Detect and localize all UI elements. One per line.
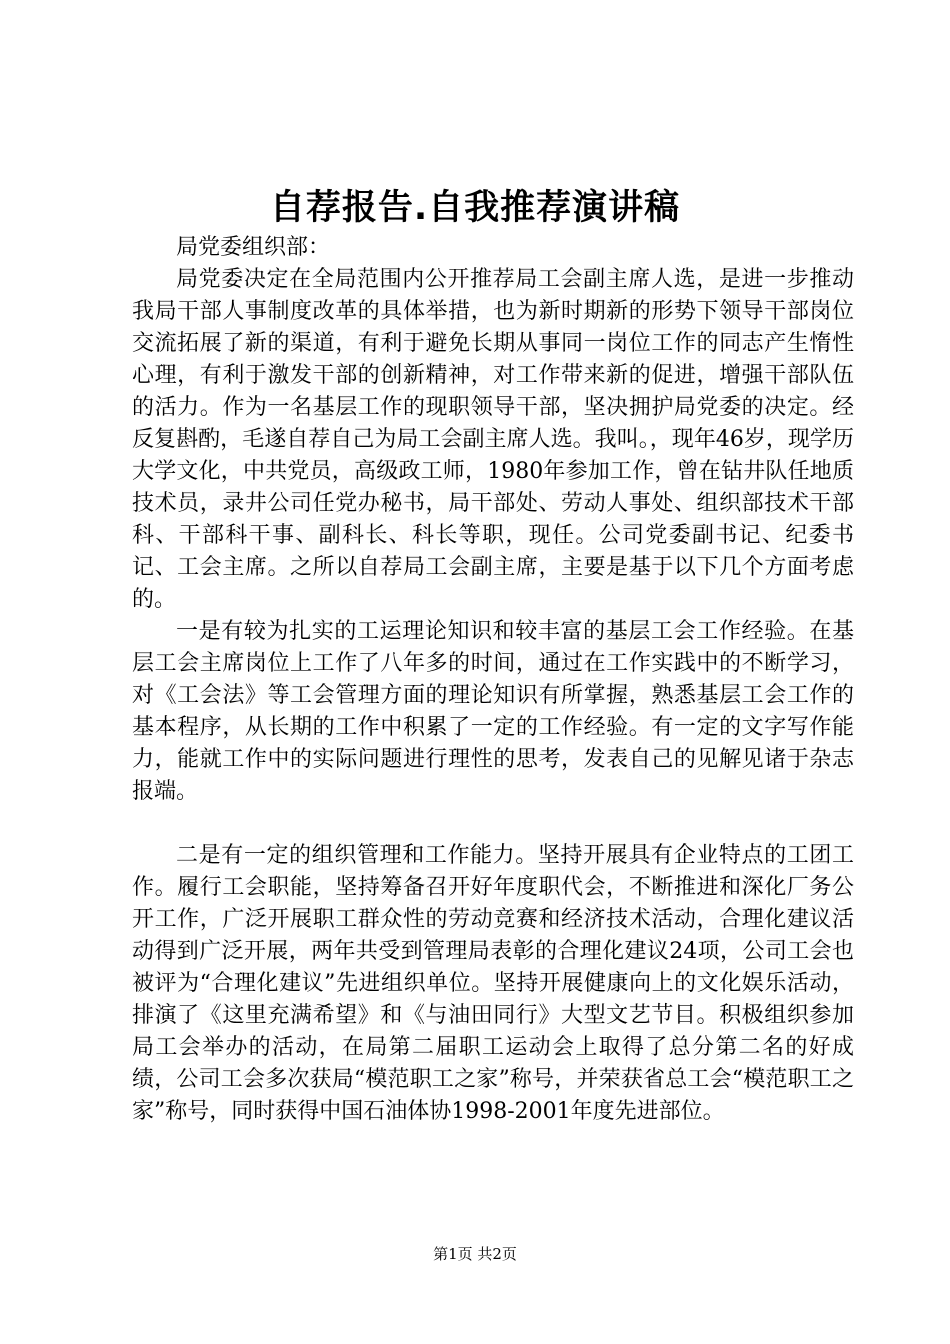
paragraph-spacer bbox=[132, 808, 854, 840]
salutation: 局党委组织部： bbox=[176, 235, 331, 260]
paragraph-experience: 一是有较为扎实的工运理论知识和较丰富的基层工会工作经验。在基层工会主席岗位上工作了八年多的时间，通过在工作实践中的不断学习，对《工会法》等工会管理方面的理论知识有所掌握，熟悉基层工会工作的基本程序，从长期的工作中积累了一定的工作经验。有一定的文字写作能力，能就工作中的实际问题进行理性的思考，发表自己的见解见诸于杂志报端。 bbox=[132, 619, 854, 804]
document-body bbox=[132, 232, 854, 1128]
paragraph-intro: 局党委决定在全局范围内公开推荐局工会副主席人选，是进一步推动我局干部人事制度改革的具体举措，也为新时期新的形势下领导干部岗位交流拓展了新的渠道，有利于避免长期从事同一岗位工作的同志产生惰性心理，有利于激发干部的创新精神，对工作带来新的促进，增强干部队伍的活力。作为一名基层工作的现职领导干部，坚决拥护局党委的决定。经反复斟酌，毛遂自荐自己为局工会副主席人选。我叫。，现年46岁，现学历大学文化，中共党员，高级政工师，1980年参加工作，曾在钻井队任地质技术员，录井公司任党办秘书，局干部处、劳动人事处、组织部技术干部科、干部科干事、副科长、科长等职，现任。公司党委副书记、纪委书记、工会主席。之所以自荐局工会副主席，主要是基于以下几个方面考虑的。 bbox=[132, 267, 854, 612]
page-number: 第1页 共2页 bbox=[433, 1245, 517, 1263]
paragraph-management: 二是有一定的组织管理和工作能力。坚持开展具有企业特点的工团工作。履行工会职能，坚持筹备召开好年度职代会，不断推进和深化厂务公开工作，广泛开展职工群众性的劳动竞赛和经济技术活动，合理化建议活动得到广泛开展，两年共受到管理局表彰的合理化建议24项，公司工会也被评为“合理化建议”先进组织单位。坚持开展健康向上的文化娱乐活动，排演了《这里充满希望》和《与油田同行》大型文艺节目。积极组织参加局工会举办的活动，在局第二届职工运动会上取得了总分第二名的好成绩，公司工会多次获局“模范职工之家”称号，并荣获省总工会“模范职工之家”称号，同时获得中国石油体协1998-2001年度先进部位。 bbox=[132, 843, 854, 1124]
document-title: 自荐报告.自我推荐演讲稿 bbox=[269, 188, 681, 228]
